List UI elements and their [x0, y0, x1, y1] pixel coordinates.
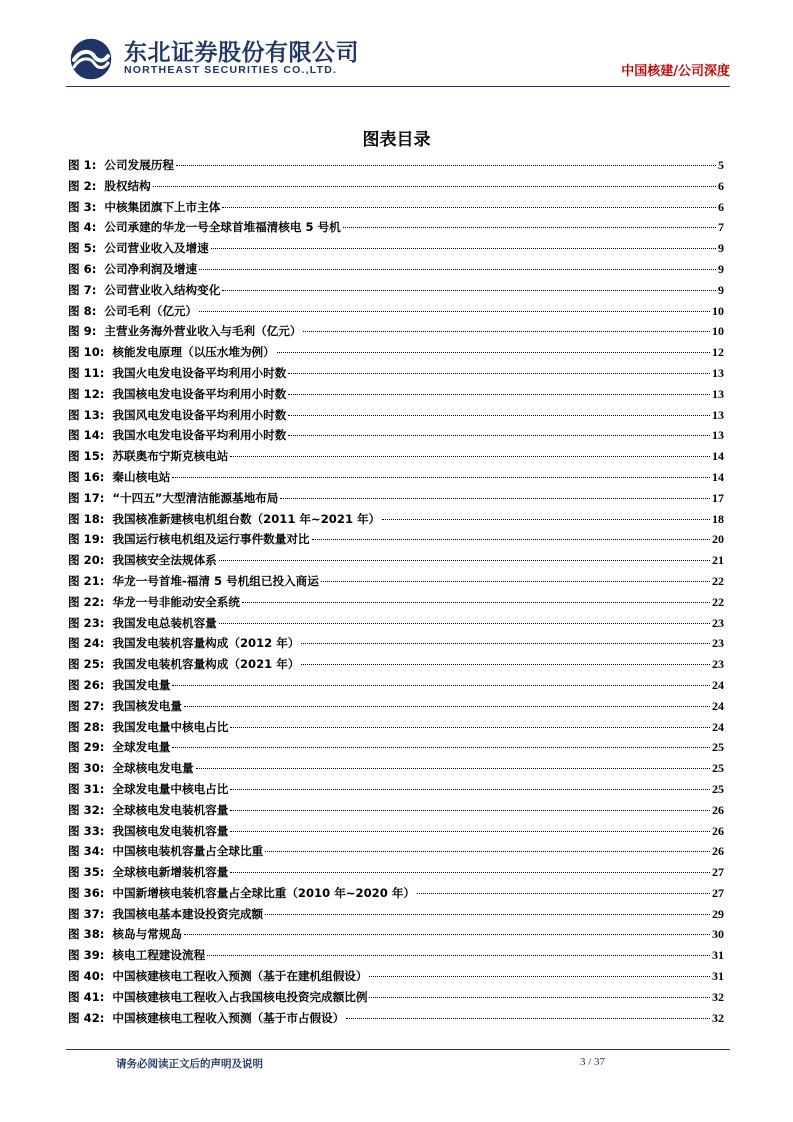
toc-item-title: 中国新增核电装机容量占全球比重（2010 年~2020 年） — [112, 885, 416, 900]
toc-item-title: 我国发电量 — [112, 677, 171, 692]
toc-item[interactable] — [68, 926, 724, 947]
toc-list — [68, 157, 724, 1030]
toc-item-title: 华龙一号非能动安全系统 — [112, 594, 240, 609]
toc-item[interactable] — [68, 656, 724, 677]
toc-item-page: 31 — [712, 969, 724, 984]
toc-dot-leader — [184, 934, 710, 935]
toc-dot-leader — [230, 727, 710, 728]
toc-item-page: 24 — [712, 677, 724, 692]
toc-item[interactable] — [68, 573, 724, 594]
toc-item-title: 公司发展历程 — [104, 158, 174, 172]
toc-dot-leader — [172, 747, 710, 748]
toc-item-number: 图 3: — [68, 199, 97, 214]
toc-dot-leader — [321, 581, 710, 582]
toc-item-title: 我国水电发电设备平均利用小时数 — [112, 428, 287, 443]
toc-item-title: 苏联奥布宁斯克核电站 — [112, 449, 229, 464]
toc-dot-leader — [199, 269, 716, 270]
toc-item-page: 9 — [718, 261, 724, 276]
toc-dot-leader — [176, 165, 716, 166]
toc-dot-leader — [280, 498, 710, 499]
toc-item-page: 25 — [712, 740, 724, 755]
toc-item-title: 核能发电原理（以压水堆为例） — [112, 345, 275, 360]
toc-item[interactable] — [68, 615, 724, 636]
toc-item-page: 22 — [712, 594, 724, 609]
toc-item-number: 图 37: — [68, 906, 105, 921]
toc-item[interactable] — [68, 219, 724, 240]
toc-dot-leader — [288, 415, 710, 416]
toc-item-title: 我国核准新建核电机组台数（2011 年~2021 年） — [112, 511, 381, 526]
toc-item-title: 公司营业收入结构变化 — [104, 282, 221, 297]
toc-item-page: 6 — [718, 178, 724, 193]
toc-item[interactable] — [68, 947, 724, 968]
toc-item-number: 图 10: — [68, 345, 105, 360]
toc-item[interactable] — [68, 781, 724, 802]
toc-item[interactable] — [68, 490, 724, 511]
toc-item-number: 图 12: — [68, 386, 105, 401]
company-name-cn: 东北证券股份有限公司 — [124, 40, 359, 66]
toc-dot-leader — [277, 352, 710, 353]
toc-dot-leader — [301, 664, 710, 665]
toc-item-title: 中国核建核电工程收入预测（基于在建机组假设） — [112, 969, 368, 984]
toc-item-page: 17 — [712, 490, 724, 505]
toc-item-page: 9 — [718, 241, 724, 256]
toc-dot-leader — [301, 643, 710, 644]
toc-item-page: 22 — [712, 573, 724, 588]
toc-item-page: 13 — [712, 428, 724, 443]
toc-item-title: 我国发电装机容量构成（2021 年） — [112, 657, 300, 672]
toc-item-number: 图 16: — [68, 469, 105, 484]
toc-item[interactable] — [68, 303, 724, 324]
toc-item[interactable] — [68, 885, 724, 906]
toc-dot-leader — [230, 456, 710, 457]
toc-dot-leader — [184, 706, 710, 707]
toc-item-number: 图 40: — [68, 969, 105, 984]
toc-dot-leader — [222, 207, 716, 208]
toc-dot-leader — [265, 851, 710, 852]
toc-item-page: 13 — [712, 386, 724, 401]
toc-item-number: 图 24: — [68, 636, 105, 651]
toc-item[interactable] — [68, 240, 724, 261]
toc-item-number: 图 21: — [68, 573, 105, 588]
toc-item-title: 全球发电量 — [112, 740, 171, 755]
toc-item[interactable] — [68, 511, 724, 532]
toc-item-title: 我国核电发电装机容量 — [112, 823, 229, 838]
toc-item-page: 25 — [712, 781, 724, 796]
toc-item-number: 图 18: — [68, 511, 105, 526]
toc-item-title: 中核集团旗下上市主体 — [104, 199, 221, 214]
toc-dot-leader — [288, 435, 710, 436]
toc-item-number: 图 19: — [68, 532, 105, 547]
toc-item-number: 图 13: — [68, 407, 105, 422]
page-header — [68, 34, 730, 82]
toc-item-number: 图 22: — [68, 594, 105, 609]
toc-item-title: 主营业务海外营业收入与毛利（亿元） — [104, 324, 302, 339]
toc-item[interactable] — [68, 448, 724, 469]
toc-item[interactable] — [68, 552, 724, 573]
toc-item-number: 图 6: — [68, 261, 97, 276]
toc-item-number: 图 23: — [68, 615, 105, 630]
header-divider — [66, 86, 730, 87]
toc-item-number: 图 26: — [68, 677, 105, 692]
toc-item-page: 26 — [712, 823, 724, 838]
toc-item-page: 32 — [712, 1010, 724, 1025]
toc-dot-leader — [196, 768, 710, 769]
page-number: 3 / 37 — [580, 1056, 606, 1068]
company-name-en: NORTHEAST SECURITIES CO.,LTD. — [124, 64, 338, 76]
toc-item-title: 核电工程建设流程 — [112, 948, 206, 963]
toc-item-number: 图 32: — [68, 802, 105, 817]
toc-item[interactable] — [68, 594, 724, 615]
toc-item-title: 我国核发电量 — [112, 698, 182, 713]
toc-item-number: 图 35: — [68, 865, 105, 880]
toc-item[interactable] — [68, 823, 724, 844]
toc-item-number: 图 14: — [68, 428, 105, 443]
toc-item-page: 9 — [718, 282, 724, 297]
toc-item-page: 32 — [712, 989, 724, 1004]
toc-item-title: 全球发电量中核电占比 — [112, 781, 229, 796]
toc-item[interactable] — [68, 469, 724, 490]
toc-item-title: 我国发电总装机容量 — [112, 615, 217, 630]
toc-item-number: 图 15: — [68, 449, 105, 464]
toc-item-title: 我国核安全法规体系 — [112, 553, 217, 568]
company-logo-icon — [68, 36, 114, 82]
toc-item-number: 图 34: — [68, 844, 105, 859]
toc-item-page: 24 — [712, 698, 724, 713]
toc-dot-leader — [199, 311, 710, 312]
toc-item-page: 24 — [712, 719, 724, 734]
toc-item-title: 我国发电量中核电占比 — [112, 719, 229, 734]
toc-item[interactable] — [68, 698, 724, 719]
toc-item-title: 我国火电发电设备平均利用小时数 — [112, 365, 287, 380]
toc-item-number: 图 8: — [68, 303, 97, 318]
toc-dot-leader — [288, 373, 710, 374]
toc-item[interactable] — [68, 802, 724, 823]
toc-dot-leader — [303, 331, 710, 332]
toc-dot-leader — [312, 539, 710, 540]
toc-item[interactable] — [68, 719, 724, 740]
toc-item[interactable] — [68, 407, 724, 428]
toc-item-number: 图 9: — [68, 324, 97, 339]
toc-dot-leader — [265, 914, 710, 915]
toc-item-number: 图 5: — [68, 241, 97, 256]
toc-dot-leader — [172, 477, 710, 478]
toc-item-page: 13 — [712, 365, 724, 380]
toc-item-number: 图 2: — [68, 178, 97, 193]
toc-item-page: 23 — [712, 615, 724, 630]
toc-item[interactable] — [68, 365, 724, 386]
toc-dot-leader — [153, 186, 716, 187]
toc-item-page: 10 — [712, 303, 724, 318]
toc-item[interactable] — [68, 906, 724, 927]
toc-dot-leader — [207, 955, 710, 956]
toc-item-number: 图 1: — [68, 158, 97, 172]
toc-item[interactable] — [68, 386, 724, 407]
toc-item-title: “十四五”大型清洁能源基地布局 — [112, 490, 279, 505]
toc-item-page: 25 — [712, 761, 724, 776]
toc-item-number: 图 36: — [68, 885, 105, 900]
report-tag: 中国核建/公司深度 — [621, 64, 730, 79]
toc-item-page: 7 — [718, 220, 724, 235]
toc-item-title: 我国风电发电设备平均利用小时数 — [112, 407, 287, 422]
toc-item-page: 27 — [712, 865, 724, 880]
footer-disclaimer: 请务必阅读正文后的声明及说明 — [116, 1058, 263, 1070]
toc-dot-leader — [172, 685, 710, 686]
toc-item-page: 27 — [712, 885, 724, 900]
toc-item-number: 图 38: — [68, 927, 105, 942]
toc-dot-leader — [230, 831, 710, 832]
toc-item-number: 图 7: — [68, 282, 97, 297]
toc-item[interactable] — [68, 427, 724, 448]
toc-dot-leader — [417, 893, 710, 894]
toc-item[interactable] — [68, 739, 724, 760]
toc-item[interactable] — [68, 157, 724, 178]
toc-dot-leader — [230, 789, 710, 790]
toc-dot-leader — [346, 1018, 710, 1019]
toc-item[interactable] — [68, 677, 724, 698]
toc-dot-leader — [219, 623, 710, 624]
toc-item-number: 图 28: — [68, 719, 105, 734]
toc-item-title: 华龙一号首堆-福清 5 号机组已投入商运 — [112, 573, 319, 588]
toc-item[interactable] — [68, 864, 724, 885]
toc-item[interactable] — [68, 282, 724, 303]
toc-item-title: 我国发电装机容量构成（2012 年） — [112, 636, 300, 651]
toc-item[interactable] — [68, 531, 724, 552]
toc-dot-leader — [219, 560, 710, 561]
toc-item-number: 图 25: — [68, 657, 105, 672]
toc-item-number: 图 27: — [68, 698, 105, 713]
toc-item-number: 图 42: — [68, 1010, 105, 1025]
toc-item-page: 6 — [718, 199, 724, 214]
toc-item-page: 29 — [712, 906, 724, 921]
toc-item-title: 我国核电发电设备平均利用小时数 — [112, 386, 287, 401]
toc-item-number: 图 31: — [68, 781, 105, 796]
toc-item-title: 公司承建的华龙一号全球首堆福清核电 5 号机 — [104, 220, 341, 235]
toc-item-page: 14 — [712, 469, 724, 484]
toc-item-number: 图 20: — [68, 553, 105, 568]
toc-item-page: 30 — [712, 927, 724, 942]
toc-item[interactable] — [68, 635, 724, 656]
toc-item-title: 公司净利润及增速 — [104, 261, 198, 276]
toc-dot-leader — [369, 997, 710, 998]
toc-dot-leader — [230, 810, 710, 811]
toc-item-page: 23 — [712, 657, 724, 672]
toc-item[interactable] — [68, 843, 724, 864]
toc-item-page: 21 — [712, 553, 724, 568]
toc-item-number: 图 39: — [68, 948, 105, 963]
toc-item[interactable] — [68, 344, 724, 365]
toc-item-page: 12 — [712, 345, 724, 360]
toc-item-page: 20 — [712, 532, 724, 547]
toc-dot-leader — [222, 290, 716, 291]
toc-item[interactable] — [68, 968, 724, 989]
toc-item-title: 中国核建核电工程收入预测（基于市占假设） — [112, 1010, 345, 1025]
toc-dot-leader — [382, 519, 710, 520]
toc-item-page: 14 — [712, 449, 724, 464]
toc-item-title: 全球核电发电装机容量 — [112, 802, 229, 817]
toc-item-title: 公司毛利（亿元） — [104, 303, 198, 318]
toc-item-page: 26 — [712, 844, 724, 859]
toc-item-title: 中国核建核电工程收入占我国核电投资完成额比例 — [112, 989, 368, 1004]
toc-item-title: 我国运行核电机组及运行事件数量对比 — [112, 532, 310, 547]
toc-item-page: 31 — [712, 948, 724, 963]
toc-item-title: 我国核电基本建设投资完成额 — [112, 906, 264, 921]
toc-item[interactable] — [68, 1010, 724, 1031]
toc-item-title: 股权结构 — [104, 178, 151, 193]
toc-item-title: 秦山核电站 — [112, 469, 171, 484]
toc-dot-leader — [343, 227, 716, 228]
toc-item-title: 全球核电发电量 — [112, 761, 194, 776]
toc-item[interactable] — [68, 323, 724, 344]
toc-item[interactable] — [68, 760, 724, 781]
toc-item-page: 18 — [712, 511, 724, 526]
toc-item-page: 10 — [712, 324, 724, 339]
toc-dot-leader — [288, 394, 710, 395]
toc-item-number: 图 33: — [68, 823, 105, 838]
toc-item-title: 全球核电新增装机容量 — [112, 865, 229, 880]
toc-item-number: 图 41: — [68, 989, 105, 1004]
toc-item[interactable] — [68, 199, 724, 220]
toc-item-number: 图 29: — [68, 740, 105, 755]
footer-divider — [66, 1049, 730, 1050]
toc-item-title: 核岛与常规岛 — [112, 927, 182, 942]
toc-item[interactable] — [68, 178, 724, 199]
toc-item-page: 13 — [712, 407, 724, 422]
toc-item-page: 5 — [718, 158, 724, 172]
toc-item-page: 26 — [712, 802, 724, 817]
toc-item[interactable] — [68, 261, 724, 282]
toc-dot-leader — [230, 872, 710, 873]
toc-title: 图表目录 — [362, 130, 431, 150]
toc-item-title: 中国核电装机容量占全球比重 — [112, 844, 264, 859]
toc-item[interactable] — [68, 989, 724, 1010]
toc-item-number: 图 17: — [68, 490, 105, 505]
toc-dot-leader — [242, 602, 710, 603]
toc-item-number: 图 4: — [68, 220, 97, 235]
toc-item-title: 公司营业收入及增速 — [104, 241, 209, 256]
toc-item-page: 23 — [712, 636, 724, 651]
toc-dot-leader — [211, 248, 716, 249]
toc-item-number: 图 30: — [68, 761, 105, 776]
toc-item-number: 图 11: — [68, 365, 105, 380]
toc-dot-leader — [369, 976, 710, 977]
